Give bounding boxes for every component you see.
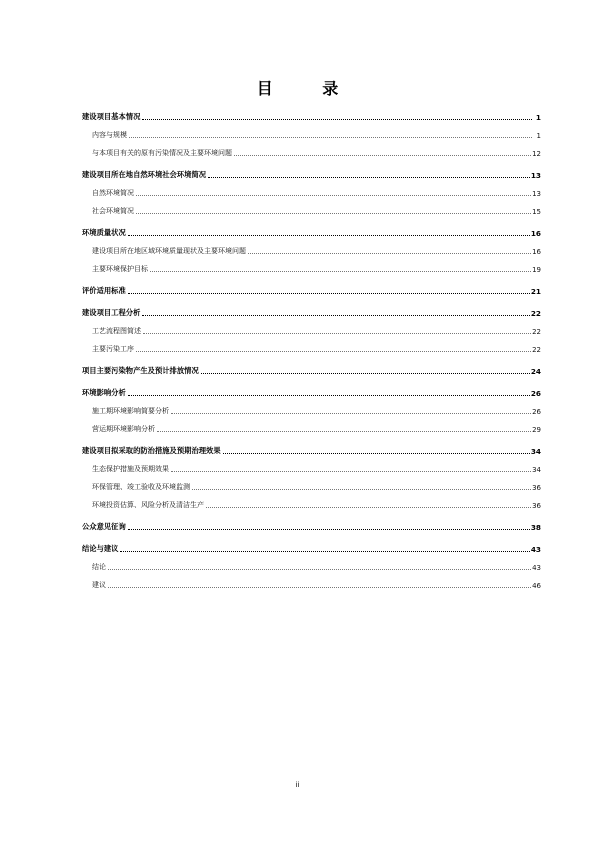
toc-entry-page: 34 [532, 466, 541, 474]
toc-dot-leader [150, 263, 531, 272]
toc-subsection-entry[interactable] [82, 482, 541, 492]
toc-entry-title: 公众意见征询 [82, 522, 126, 531]
toc-entry-title: 主要环境保护目标 [92, 265, 148, 273]
toc-subsection-entry[interactable] [82, 206, 541, 216]
toc-entry-title: 环保管理、竣工验收及环境监测 [92, 483, 190, 491]
toc-section-entry[interactable] [82, 170, 541, 180]
toc-entry-title: 评价适用标准 [82, 286, 126, 295]
toc-entry-title: 建设项目拟采取的防治措施及预期治理效果 [82, 446, 221, 455]
toc-dot-leader [157, 423, 531, 432]
toc-entry-page: 24 [530, 367, 541, 376]
toc-entry-title: 结论 [92, 563, 106, 571]
toc-dot-leader [143, 325, 531, 334]
toc-dot-leader [108, 561, 531, 570]
toc-entry-page: 43 [532, 564, 541, 572]
toc-dot-leader [136, 343, 531, 352]
toc-entry-page: 19 [532, 266, 541, 274]
toc-entry-title: 营运期环境影响分析 [92, 425, 155, 433]
toc-dot-leader [128, 521, 530, 530]
page-number: ii [295, 781, 300, 789]
toc-entry-page: 22 [532, 328, 541, 336]
toc-section-entry[interactable] [82, 228, 541, 238]
toc-subsection-entry[interactable] [82, 130, 541, 140]
toc-entry-title: 建议 [92, 581, 106, 589]
toc-entry-title: 环境质量状况 [82, 228, 126, 237]
toc-section-entry[interactable] [82, 112, 541, 122]
toc-dot-leader [223, 445, 530, 454]
toc-dot-leader [248, 245, 531, 254]
toc-entry-page: 13 [532, 190, 541, 198]
toc-entry-title: 环境影响分析 [82, 388, 126, 397]
toc-subsection-entry[interactable] [82, 326, 541, 336]
toc-entry-page: 22 [530, 309, 541, 318]
toc-entry-title: 结论与建议 [82, 544, 119, 553]
toc-section-entry[interactable] [82, 308, 541, 318]
toc-section-entry[interactable] [82, 366, 541, 376]
toc-entry-page: 15 [532, 208, 541, 216]
toc-entry-page: 38 [530, 523, 541, 532]
toc-dot-leader [142, 307, 529, 316]
toc-entry-page: 22 [532, 346, 541, 354]
toc-entry-page: 46 [532, 582, 541, 590]
toc-entry-page: 26 [532, 408, 541, 416]
toc-dot-leader [120, 543, 529, 552]
toc-subsection-entry[interactable] [82, 264, 541, 274]
toc-dot-leader [142, 111, 532, 120]
toc-entry-title: 建设项目所在地自然环境社会环境简况 [82, 170, 207, 179]
toc-subsection-entry[interactable] [82, 580, 541, 590]
toc-subsection-entry[interactable] [82, 406, 541, 416]
toc-dot-leader [206, 499, 531, 508]
toc-dot-leader [201, 365, 530, 374]
toc-section-entry[interactable] [82, 388, 541, 398]
toc-entry-page: 36 [532, 484, 541, 492]
toc-entry-title: 建设项目所在地区域环境质量现状及主要环境问题 [92, 247, 246, 255]
toc-entry-title: 社会环境简况 [92, 207, 134, 215]
table-of-contents [82, 112, 541, 590]
toc-entry-page: 12 [532, 150, 541, 158]
toc-section-entry[interactable] [82, 544, 541, 554]
toc-entry-title: 环境投资估算、风险分析及清洁生产 [92, 501, 204, 509]
toc-dot-leader [234, 147, 531, 156]
toc-subsection-entry[interactable] [82, 188, 541, 198]
toc-dot-leader [208, 169, 530, 178]
toc-entry-page: 1 [536, 132, 541, 140]
toc-subsection-entry[interactable] [82, 562, 541, 572]
toc-section-entry[interactable] [82, 286, 541, 296]
toc-section-entry[interactable] [82, 522, 541, 532]
toc-dot-leader [171, 463, 531, 472]
toc-entry-title: 建设项目工程分析 [82, 308, 141, 317]
toc-entry-page: 21 [530, 287, 541, 296]
toc-section-entry[interactable] [82, 446, 541, 456]
toc-dot-leader [129, 129, 532, 138]
toc-dot-leader [108, 579, 531, 588]
toc-entry-page: 36 [532, 502, 541, 510]
toc-subsection-entry[interactable] [82, 344, 541, 354]
toc-entry-page: 26 [530, 389, 541, 398]
toc-entry-page: 34 [530, 447, 541, 456]
toc-dot-leader [192, 481, 531, 490]
toc-entry-title: 建设项目基本情况 [82, 112, 141, 121]
toc-entry-page: 1 [535, 113, 541, 122]
toc-dot-leader [128, 285, 530, 294]
toc-subsection-entry[interactable] [82, 246, 541, 256]
toc-dot-leader [136, 205, 531, 214]
toc-entry-page: 16 [532, 248, 541, 256]
toc-entry-title: 施工期环境影响简要分析 [92, 407, 169, 415]
toc-dot-leader [128, 387, 530, 396]
toc-entry-page: 29 [532, 426, 541, 434]
toc-entry-page: 43 [530, 545, 541, 554]
toc-entry-title: 工艺流程图简述 [92, 327, 141, 335]
toc-dot-leader [136, 187, 531, 196]
toc-entry-title: 生态保护措施及预期效果 [92, 465, 169, 473]
page-title: 目 录 [256, 79, 361, 98]
toc-entry-title: 与本项目有关的原有污染情况及主要环境问题 [92, 149, 232, 157]
toc-entry-page: 16 [530, 229, 541, 238]
toc-entry-title: 自然环境简况 [92, 189, 134, 197]
toc-entry-title: 主要污染工序 [92, 345, 134, 353]
toc-entry-page: 13 [530, 171, 541, 180]
toc-entry-title: 内容与规模 [92, 131, 127, 139]
toc-subsection-entry[interactable] [82, 148, 541, 158]
toc-dot-leader [128, 227, 530, 236]
toc-dot-leader [171, 405, 531, 414]
toc-subsection-entry[interactable] [82, 500, 541, 510]
toc-subsection-entry[interactable] [82, 464, 541, 474]
toc-entry-title: 项目主要污染物产生及预计排放情况 [82, 366, 199, 375]
toc-subsection-entry[interactable] [82, 424, 541, 434]
